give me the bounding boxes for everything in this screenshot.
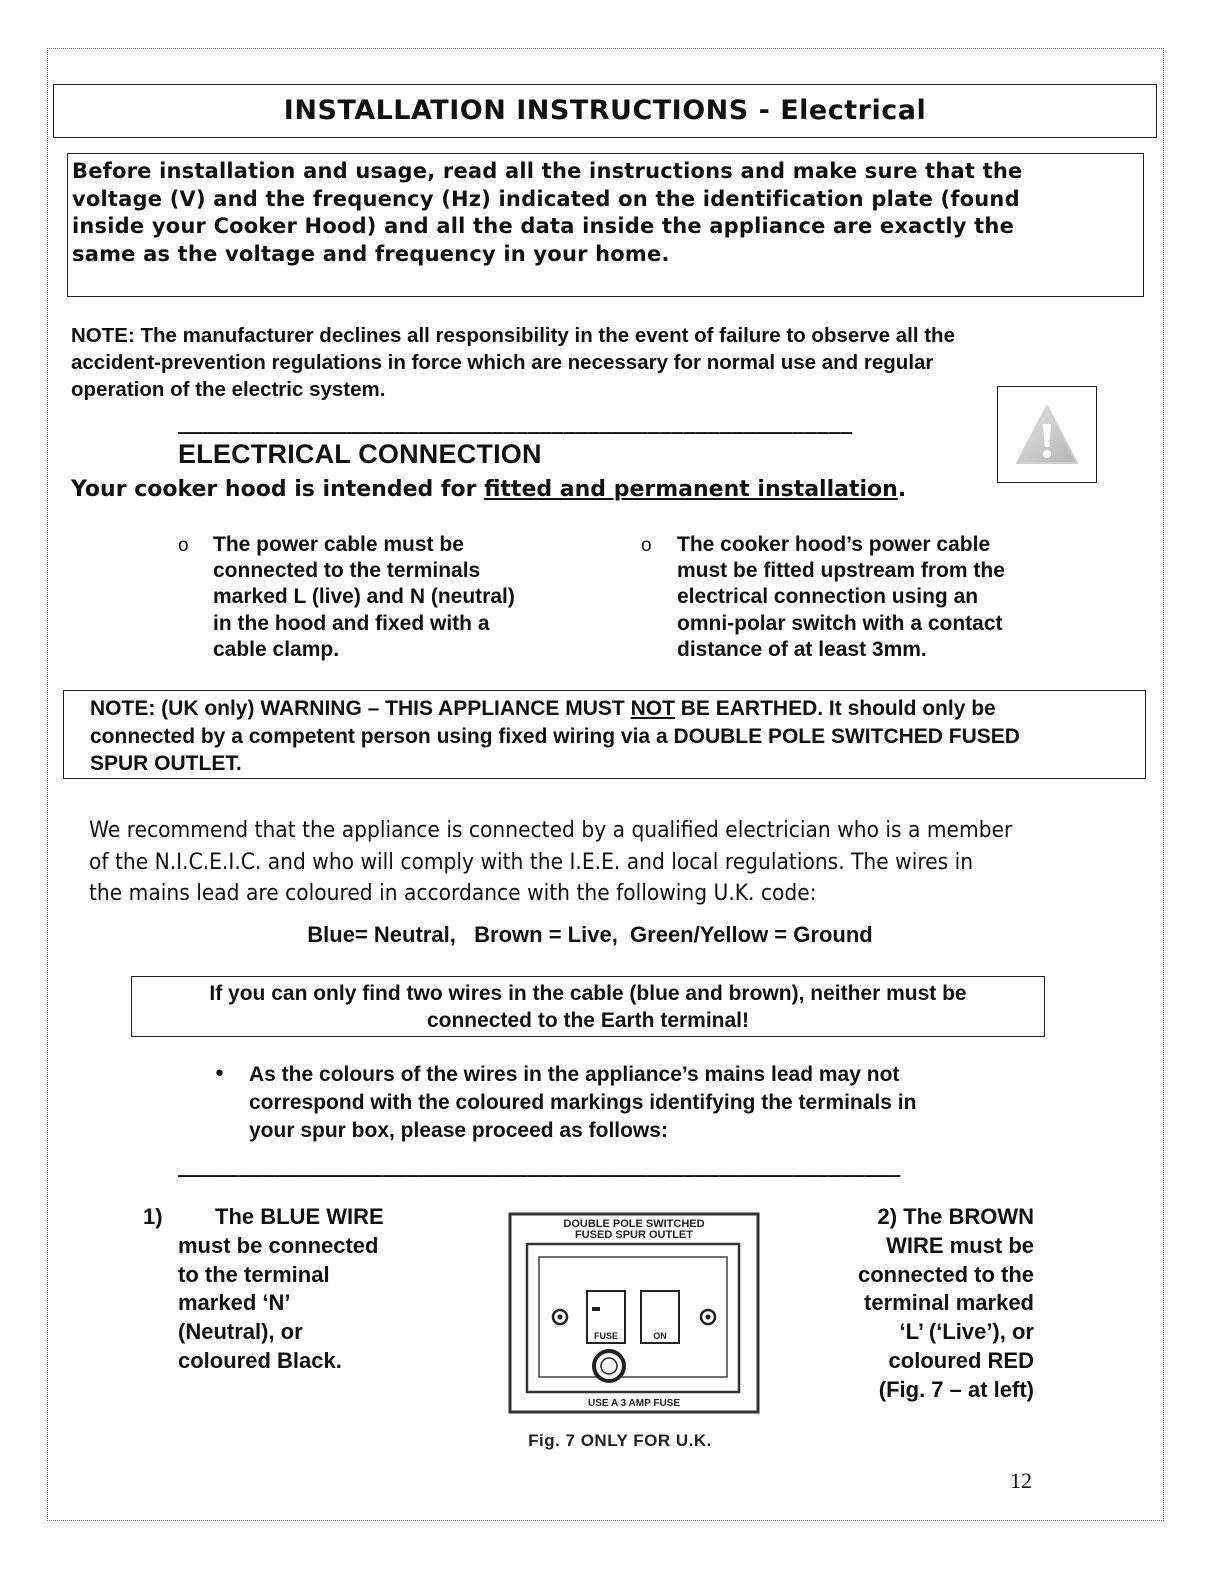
manufacturer-note: [71, 322, 1071, 403]
step-line: coloured RED: [888, 1347, 1034, 1373]
bullet-power-cable: [213, 532, 613, 663]
uk-warning-line: connected by a competent person using fixed wiring via a DOUBLE POLE SWITCHED FUSED: [90, 724, 1020, 748]
step-line: (Fig. 7 – at left): [878, 1376, 1034, 1402]
colours-line: your spur box, please proceed as follows:: [249, 1119, 668, 1142]
bullet-marker: o: [178, 535, 189, 556]
fused-spur-outlet-figure: [505, 1210, 765, 1416]
bullet-omni-polar-switch: [677, 532, 1097, 663]
uk-warning-line: SPUR OUTLET.: [90, 752, 242, 775]
step-2-brown-wire: [760, 1203, 1034, 1405]
two-wires-warning-box: [131, 976, 1045, 1037]
colours-line: correspond with the coloured markings identifying the terminals in: [249, 1091, 917, 1114]
recommend-line: the mains lead are coloured in accordance with the following U.K. code:: [89, 881, 817, 906]
bullet-line: in the hood and fixed with a: [213, 611, 490, 635]
intro-line: inside your Cooker Hood) and all the data inside the appliance are exactly the: [72, 214, 1015, 238]
figure-bottom-label: USE A 3 AMP FUSE: [587, 1398, 681, 1409]
separator-line: ________________________________________________________: [178, 410, 853, 434]
wire-colour-code: Blue= Neutral, Brown = Live, Green/Yellow = Ground: [307, 922, 873, 947]
figure-caption: Fig. 7 ONLY FOR U.K.: [528, 1431, 712, 1450]
figure-top-label: DOUBLE POLE SWITCHED: [563, 1218, 705, 1230]
intro-line: voltage (V) and the frequency (Hz) indicated on the identification plate (found: [72, 186, 1020, 211]
bullet-line: connected to the terminals: [213, 559, 481, 583]
uk-warning-not: NOT: [630, 697, 675, 720]
recommendation-paragraph: [89, 815, 1055, 910]
note-line: operation of the electric system.: [71, 378, 386, 401]
step-line: WIRE must be: [886, 1232, 1034, 1258]
step-line: must be connected: [178, 1232, 379, 1258]
colours-note: [249, 1061, 1049, 1145]
statement-underlined: fitted and permanent installation: [484, 477, 898, 502]
bullet-line: The cooker hood’s power cable: [677, 533, 991, 556]
fuse-label: FUSE: [593, 1331, 619, 1341]
bullet-marker: o: [641, 535, 652, 556]
warning-icon-box: [997, 386, 1097, 483]
figure-top-label: FUSED SPUR OUTLET: [575, 1229, 693, 1241]
step-line: ‘L’ (‘Live’), or: [899, 1319, 1034, 1345]
step-line: connected to the: [857, 1261, 1034, 1287]
step-line: marked ‘N’: [178, 1290, 291, 1316]
colours-line: As the colours of the wires in the appliance’s mains lead may not: [249, 1063, 900, 1086]
step-1-number: 1): [143, 1204, 163, 1229]
page-title: INSTALLATION INSTRUCTIONS - Electrical: [53, 84, 1157, 138]
two-wires-line: If you can only find two wires in the cable (blue and brown), neither must be: [209, 982, 967, 1005]
uk-warning-suffix: BE EARTHED. It should only be: [674, 697, 996, 720]
intro-line: same as the voltage and frequency in your home.: [72, 241, 670, 266]
note-line: accident-prevention regulations in force which are necessary for normal use and regular: [71, 351, 934, 374]
warning-triangle-icon: [1014, 402, 1080, 468]
step-line: coloured Black.: [178, 1347, 342, 1373]
step-line: The BLUE WIRE: [215, 1204, 384, 1229]
bullet-line: distance of at least 3mm.: [677, 637, 927, 661]
bullet-line: The power cable must be: [213, 533, 464, 556]
bullet-line: electrical connection using an: [677, 585, 979, 609]
separator-line: ____________________________________________________________: [178, 1153, 901, 1177]
note-line: NOTE: The manufacturer declines all responsibility in the event of failure to observe all the: [71, 324, 955, 347]
bullet-dot: •: [213, 1062, 226, 1087]
intro-line: Before installation and usage, read all the instructions and make sure that the: [72, 159, 1023, 183]
uk-warning-prefix: NOTE: (UK only) WARNING – THIS APPLIANCE MUST: [90, 697, 631, 720]
step-line: to the terminal: [178, 1261, 330, 1287]
intro-notice-box: [67, 153, 1144, 297]
two-wires-line: connected to the Earth terminal!: [426, 1009, 750, 1032]
step-1-blue-wire: [178, 1203, 438, 1376]
bullet-line: marked L (live) and N (neutral): [213, 585, 515, 609]
uk-warning-line: [90, 695, 1145, 723]
step-line: 2) The BROWN: [877, 1204, 1034, 1229]
recommend-line: We recommend that the appliance is connected by a qualified electrician who is a member: [89, 818, 1013, 843]
page-number: 12: [1010, 1468, 1032, 1493]
step-line: terminal marked: [864, 1290, 1034, 1316]
statement-suffix: .: [897, 477, 907, 502]
bullet-line: must be fitted upstream from the: [677, 559, 1005, 583]
step-line: (Neutral), or: [178, 1319, 303, 1345]
installation-type-statement: [71, 475, 906, 505]
statement-prefix: Your cooker hood is intended for: [71, 477, 485, 502]
bullet-line: omni-polar switch with a contact: [677, 611, 1003, 635]
section-heading: ELECTRICAL CONNECTION: [178, 439, 542, 469]
on-label: ON: [653, 1331, 667, 1341]
bullet-line: cable clamp.: [213, 637, 340, 661]
recommend-line: of the N.I.C.E.I.C. and who will comply with the I.E.E. and local regulations. The wires in: [89, 849, 974, 875]
uk-warning-box: [63, 690, 1146, 779]
